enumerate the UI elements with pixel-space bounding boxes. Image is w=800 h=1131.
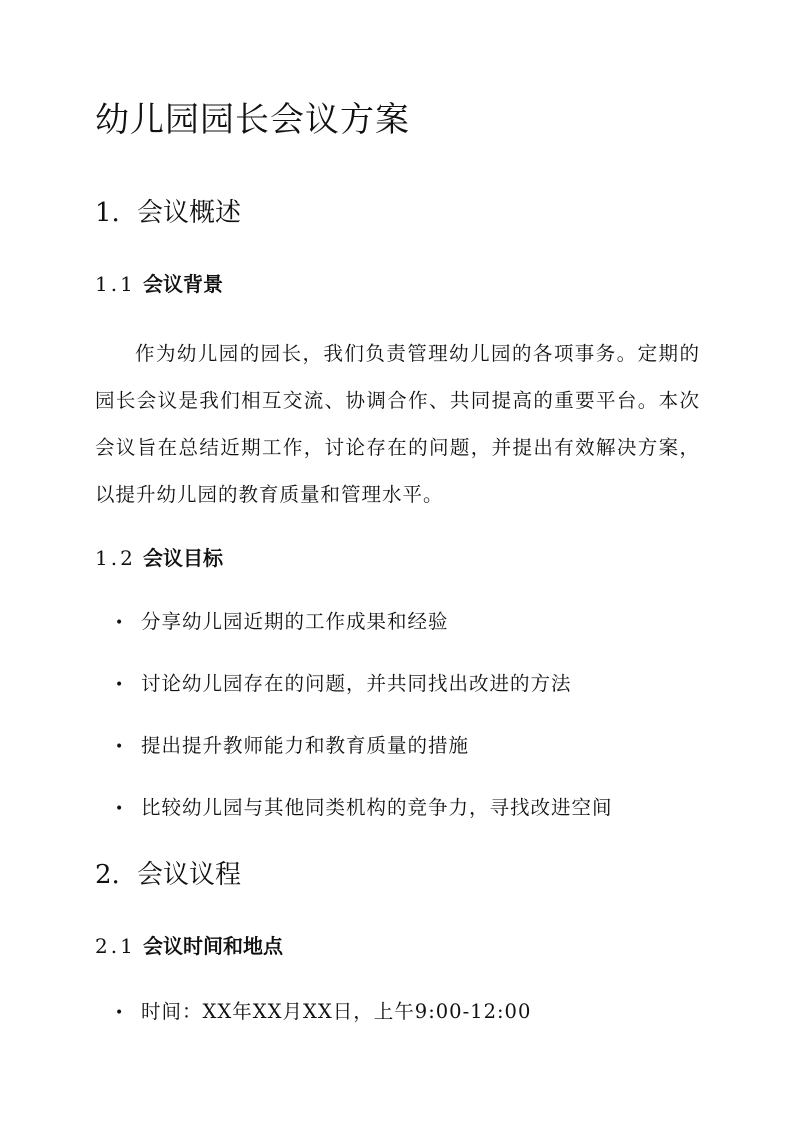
list-item	[115, 732, 469, 761]
document-title: 幼儿园园长会议方案	[95, 100, 410, 140]
subsection-number: 2.1	[95, 934, 136, 958]
section-title: 会议议程	[137, 860, 242, 890]
list-item	[115, 670, 572, 699]
list-item-text: 比较幼儿园与其他同类机构的竞争力，寻找改进空间	[141, 796, 613, 819]
subsection-title: 会议时间和地点	[143, 934, 283, 958]
list-item	[115, 998, 531, 1027]
section-title: 会议概述	[137, 198, 242, 228]
list-item-text: 讨论幼儿园存在的问题，并共同找出改进的方法	[141, 672, 572, 695]
list-item-text: 时间：XX年XX月XX日，上午9:00-12:00	[141, 1000, 532, 1023]
section-heading-1	[95, 196, 241, 230]
list-item-text: 提出提升教师能力和教育质量的措施	[141, 734, 470, 757]
subsection-heading-1-2	[95, 544, 223, 572]
list-item	[115, 608, 449, 637]
subsection-number: 1.1	[95, 272, 136, 296]
section-number: 1.	[95, 198, 120, 228]
list-item-text: 分享幼儿园近期的工作成果和经验	[141, 610, 449, 633]
bullet-icon: •	[115, 676, 125, 693]
subsection-number: 1.2	[95, 546, 136, 570]
bullet-icon: •	[115, 1004, 125, 1021]
bullet-icon: •	[115, 800, 125, 817]
subsection-heading-1-1	[95, 270, 223, 298]
subsection-title: 会议背景	[143, 272, 223, 296]
bullet-icon: •	[115, 614, 125, 631]
subsection-title: 会议目标	[143, 546, 223, 570]
bullet-icon: •	[115, 738, 125, 755]
section-heading-2	[95, 858, 241, 892]
subsection-heading-2-1	[95, 932, 283, 960]
background-paragraph: 作为幼儿园的园长，我们负责管理幼儿园的各项事务。定期的园长会议是我们相互交流、协调合作、共同提高的重要平台。本次会议旨在总结近期工作，讨论存在的问题，并提出有效解决方案，以提升幼儿园的教育质量和管理水平。	[95, 342, 700, 506]
section-number: 2.	[95, 860, 120, 890]
list-item	[115, 794, 613, 823]
